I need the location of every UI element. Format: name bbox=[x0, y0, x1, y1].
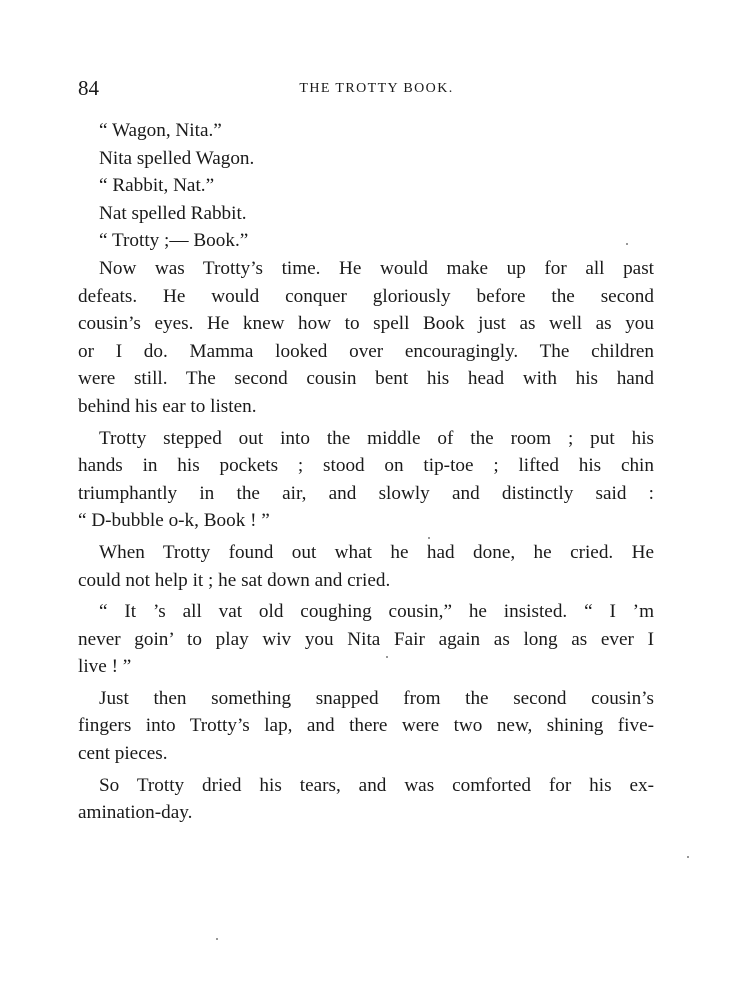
text-line: fingers into Trotty’s lap, and there were two new, shining five- bbox=[78, 715, 654, 737]
text-line: were still. The second cousin bent his head with his hand bbox=[78, 368, 654, 390]
text-line: live ! ” bbox=[78, 656, 132, 678]
text-line: When Trotty found out what he had done, he cried. He bbox=[99, 541, 654, 563]
text-line: Just then something snapped from the second cousin’s bbox=[99, 687, 654, 709]
print-speck bbox=[386, 656, 388, 658]
text-line: could not help it ; he sat down and cried. bbox=[78, 569, 391, 591]
print-speck bbox=[687, 856, 689, 858]
text-line: “ Wagon, Nita.” bbox=[99, 120, 222, 141]
page-number: 84 bbox=[78, 76, 99, 100]
text-line: “ D-bubble o-k, Book ! ” bbox=[78, 510, 270, 532]
text-line: Nat spelled Rabbit. bbox=[99, 202, 247, 224]
text-line: hands in his pockets ; stood on tip-toe ; lifted his chin bbox=[78, 455, 654, 477]
print-speck bbox=[216, 938, 218, 940]
text-line: amination-day. bbox=[78, 802, 193, 824]
text-line: behind his ear to listen. bbox=[78, 395, 257, 417]
text-line: Nita spelled Wagon. bbox=[99, 147, 255, 169]
text-line: Now was Trotty’s time. He would make up for all past bbox=[99, 257, 654, 279]
text-line: triumphantly in the air, and slowly and distinctly said : bbox=[78, 482, 654, 504]
print-speck bbox=[626, 243, 628, 245]
text-line: So Trotty dried his tears, and was comforted for his ex- bbox=[99, 774, 654, 796]
text-line: “ Rabbit, Nat.” bbox=[99, 175, 215, 197]
text-line: defeats. He would conquer gloriously before the second bbox=[78, 285, 654, 307]
text-line: “ Trotty ;— Book.” bbox=[99, 230, 249, 252]
text-line: Trotty stepped out into the middle of the room ; put his bbox=[99, 427, 654, 449]
page-header bbox=[78, 74, 653, 102]
print-speck bbox=[428, 537, 430, 539]
text-line: cousin’s eyes. He knew how to spell Book just as well as you bbox=[78, 313, 654, 335]
text-line: never goin’ to play wiv you Nita Fair again as long as ever I bbox=[78, 628, 654, 650]
text-line: “ It ’s all vat old coughing cousin,” he insisted. “ I ’m bbox=[99, 601, 654, 623]
running-title: THE TROTTY BOOK. bbox=[299, 81, 454, 96]
page-text bbox=[78, 117, 654, 827]
text-line: cent pieces. bbox=[78, 743, 168, 765]
text-line: or I do. Mamma looked over encouragingly. The children bbox=[78, 340, 654, 362]
